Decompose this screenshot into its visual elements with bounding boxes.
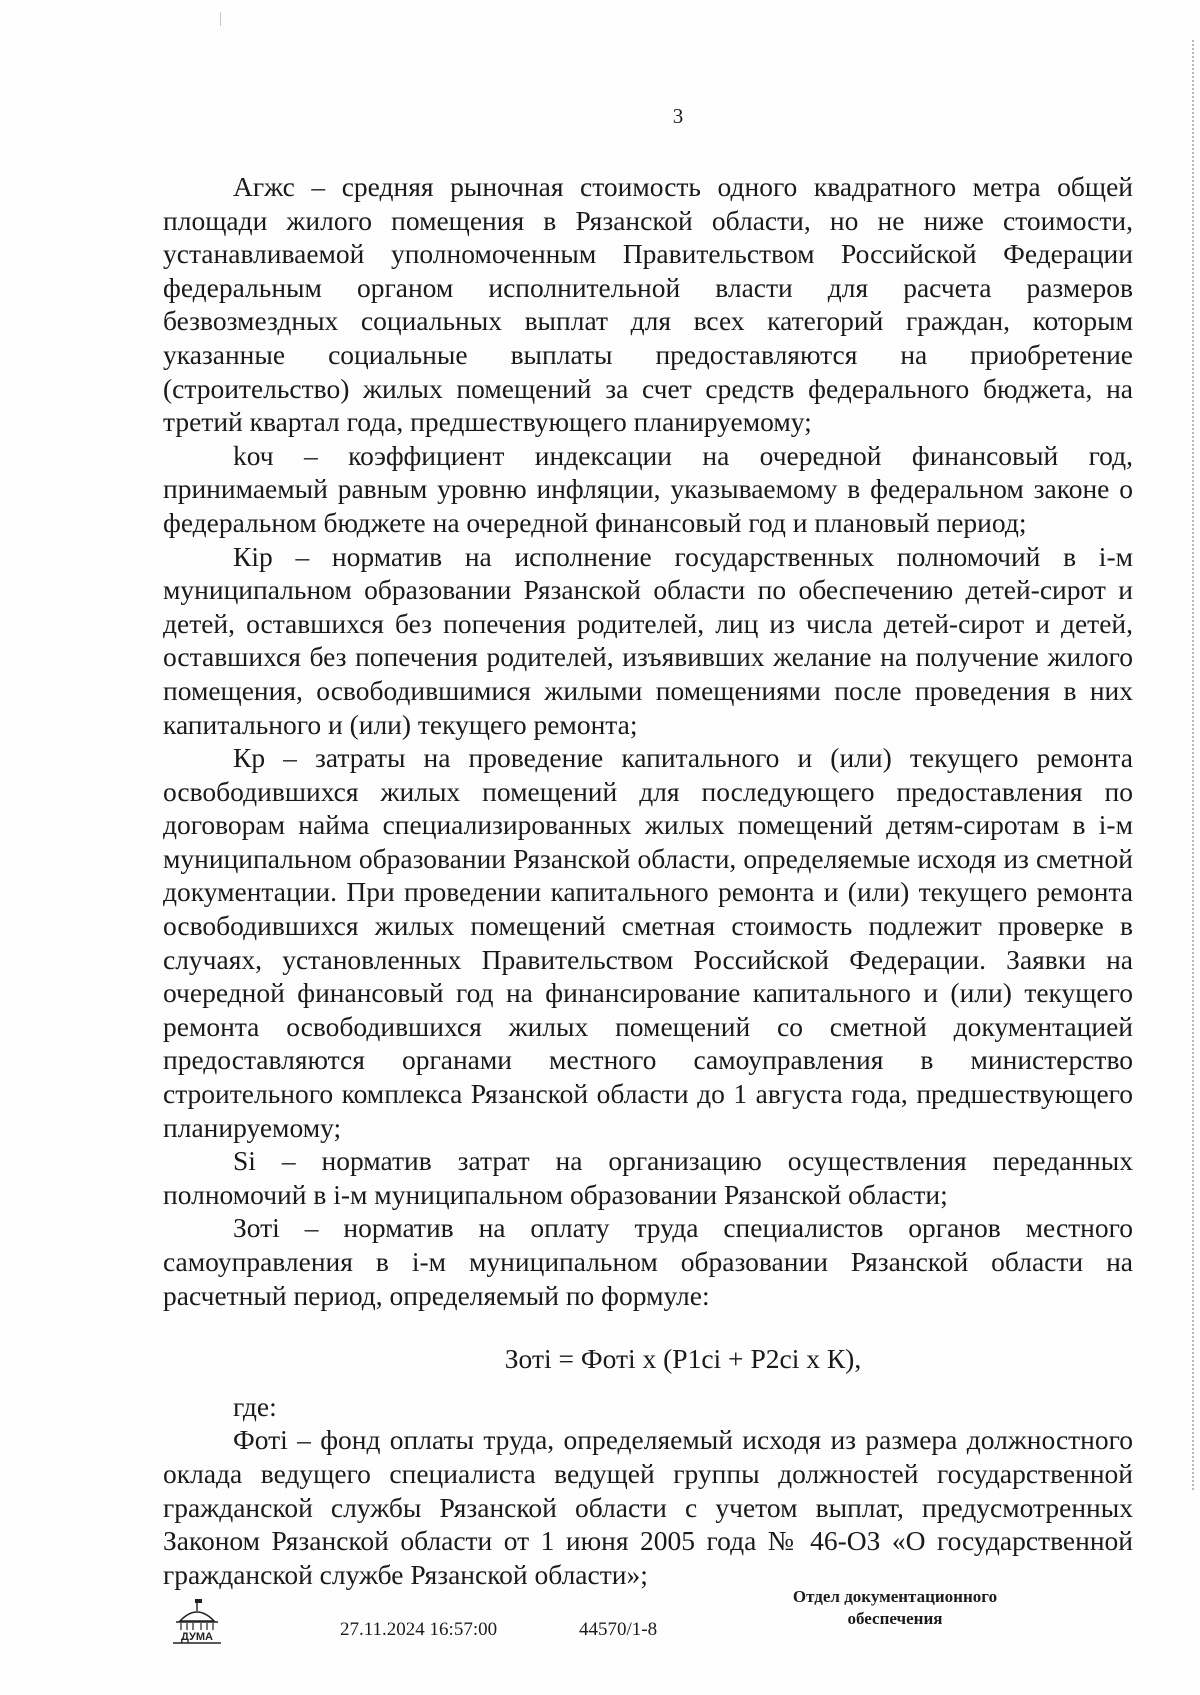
footer-datetime: 27.11.2024 16:57:00 [340, 1619, 498, 1640]
duma-logo-icon [168, 1597, 226, 1645]
page-number: 3 [672, 104, 684, 128]
where-label: где: [233, 1390, 277, 1422]
scan-mark [220, 12, 221, 26]
paragraph-si: Si – норматив затрат на организацию осуществления переданных полномочий в i-м муниципальном образовании Рязанской области; [163, 1145, 1133, 1210]
scan-edge [1190, 40, 1194, 1490]
department-line-2: обеспечения [847, 1609, 943, 1628]
formula: Зотi = Фотi х (Р1сi + Р2сi х К), [504, 1343, 862, 1375]
document-body [163, 170, 1133, 1591]
paragraph-agzhs: Агжс – средняя рыночная стоимость одного квадратного метра общей площади жилого помещения в Рязанской области, но не ниже стоимости, устанавливаемой уполномоченным Правительством Российской Федерации федеральным органом исполнительной власти для расчета размеров безвозмездных социальных выплат для всех категорий граждан, которым указанные социальные выплаты предоставляются на приобретение (строительство) жилых помещений за счет средств федерального бюджета, на третий квартал года, предшествующего планируемому; [163, 171, 1133, 438]
footer-doc-number: 44570/1-8 [579, 1619, 658, 1640]
department-line-1: Отдел документационного [792, 1587, 998, 1606]
logo-text: ДУМА [181, 1631, 213, 1643]
footer-department [760, 1586, 1030, 1630]
paragraph-kir: Кiр – норматив на исполнение государственных полномочий в i-м муниципальном образовании Рязанской области по обеспечению детей-сирот и детей, оставшихся без попечения родителей, лиц из числа детей-сирот и детей, оставшихся без попечения родителей, изъявивших желание на получение жилого помещения, освободившимися жилыми помещениями после проведения в них капитального и (или) текущего ремонта; [163, 540, 1133, 740]
paragraph-foti: Фотi – фонд оплаты труда, определяемый исходя из размера должностного оклада ведущего специалиста ведущей группы должностей государственной гражданской службы Рязанской области с учетом выплат, предусмотренных Законом Рязанской области от 1 июня 2005 года № 46-ОЗ «О государственной гражданской службе Рязанской области»; [163, 1424, 1133, 1590]
paragraph-zoti: Зотi – норматив на оплату труда специалистов органов местного самоуправления в i-м муниципальном образовании Рязанской области на расчетный период, определяемый по формуле: [163, 1212, 1133, 1311]
paragraph-koch: kоч – коэффициент индексации на очередной финансовый год, принимаемый равным уровню инфляции, указываемому в федеральном законе о федеральном бюджете на очередной финансовый год и плановый период; [163, 439, 1133, 538]
paragraph-kr: Кр – затраты на проведение капитального и (или) текущего ремонта освободившихся жилых помещений для последующего предоставления по договорам найма специализированных жилых помещений детям-сиротам в i-м муниципальном образовании Рязанской области, определяемые исходя из сметной документации. При проведении капитального ремонта и (или) текущего ремонта освободившихся жилых помещений сметная стоимость подлежит проверке в случаях, установленных Правительством Российской Федерации. Заявки на очередной финансовый год на финансирование капитального и (или) текущего ремонта освободившихся жилых помещений со сметной документацией предоставляются органами местного самоуправления в министерство строительного комплекса Рязанской области до 1 августа года, предшествующего планируемому; [163, 742, 1133, 1143]
